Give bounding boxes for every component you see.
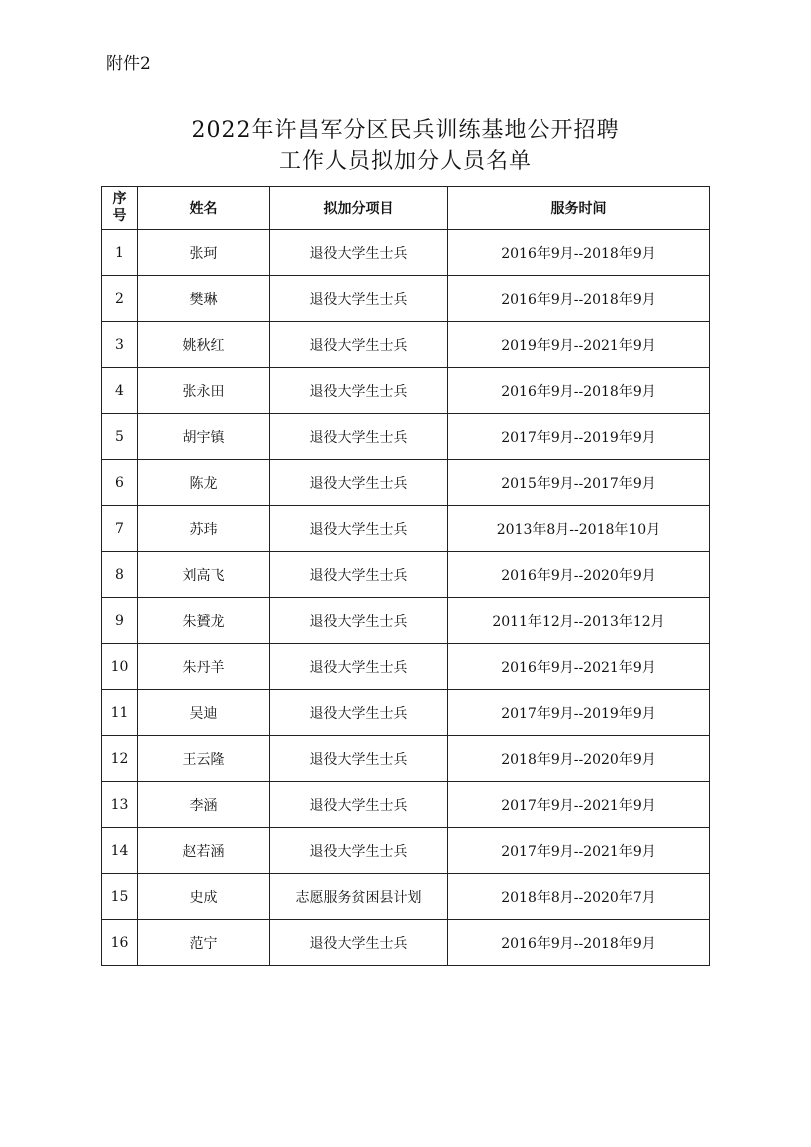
header-name: 姓名 <box>138 187 270 230</box>
table-row <box>102 414 710 460</box>
cell-service-time: 2016年9月--2018年9月 <box>448 368 710 414</box>
cell-seq: 6 <box>102 460 138 506</box>
table-row <box>102 506 710 552</box>
table-row <box>102 276 710 322</box>
cell-project: 退役大学生士兵 <box>270 644 448 690</box>
cell-project: 退役大学生士兵 <box>270 690 448 736</box>
table-row <box>102 874 710 920</box>
cell-project: 退役大学生士兵 <box>270 506 448 552</box>
cell-service-time: 2017年9月--2021年9月 <box>448 782 710 828</box>
cell-seq: 8 <box>102 552 138 598</box>
cell-seq: 5 <box>102 414 138 460</box>
cell-service-time: 2019年9月--2021年9月 <box>448 322 710 368</box>
cell-name: 史成 <box>138 874 270 920</box>
cell-project: 志愿服务贫困县计划 <box>270 874 448 920</box>
cell-project: 退役大学生士兵 <box>270 828 448 874</box>
candidate-table <box>101 186 710 966</box>
cell-name: 朱贇龙 <box>138 598 270 644</box>
header-service-time: 服务时间 <box>448 187 710 230</box>
cell-project: 退役大学生士兵 <box>270 460 448 506</box>
cell-service-time: 2016年9月--2021年9月 <box>448 644 710 690</box>
cell-name: 刘高飞 <box>138 552 270 598</box>
header-seq-line2: 号 <box>112 208 127 224</box>
cell-name: 陈龙 <box>138 460 270 506</box>
cell-project: 退役大学生士兵 <box>270 736 448 782</box>
cell-project: 退役大学生士兵 <box>270 276 448 322</box>
cell-name: 苏玮 <box>138 506 270 552</box>
cell-name: 王云隆 <box>138 736 270 782</box>
table-row <box>102 828 710 874</box>
cell-name: 李涵 <box>138 782 270 828</box>
cell-service-time: 2018年8月--2020年7月 <box>448 874 710 920</box>
cell-service-time: 2018年9月--2020年9月 <box>448 736 710 782</box>
table-row <box>102 230 710 276</box>
cell-name: 姚秋红 <box>138 322 270 368</box>
cell-project: 退役大学生士兵 <box>270 552 448 598</box>
cell-seq: 1 <box>102 230 138 276</box>
cell-project: 退役大学生士兵 <box>270 920 448 966</box>
cell-service-time: 2011年12月--2013年12月 <box>448 598 710 644</box>
page-title-line1: 2022年许昌军分区民兵训练基地公开招聘 <box>191 118 620 143</box>
table-row <box>102 920 710 966</box>
cell-service-time: 2016年9月--2020年9月 <box>448 552 710 598</box>
cell-service-time: 2013年8月--2018年10月 <box>448 506 710 552</box>
cell-seq: 7 <box>102 506 138 552</box>
table-row <box>102 368 710 414</box>
cell-seq: 11 <box>102 690 138 736</box>
cell-seq: 2 <box>102 276 138 322</box>
cell-project: 退役大学生士兵 <box>270 414 448 460</box>
cell-service-time: 2016年9月--2018年9月 <box>448 920 710 966</box>
cell-seq: 16 <box>102 920 138 966</box>
cell-project: 退役大学生士兵 <box>270 230 448 276</box>
table-row <box>102 460 710 506</box>
cell-project: 退役大学生士兵 <box>270 598 448 644</box>
cell-seq: 15 <box>102 874 138 920</box>
header-project: 拟加分项目 <box>270 187 448 230</box>
attachment-label: 附件2 <box>106 54 151 74</box>
cell-name: 张珂 <box>138 230 270 276</box>
cell-name: 范宁 <box>138 920 270 966</box>
cell-project: 退役大学生士兵 <box>270 782 448 828</box>
table-row <box>102 322 710 368</box>
table-row <box>102 552 710 598</box>
cell-seq: 10 <box>102 644 138 690</box>
cell-service-time: 2015年9月--2017年9月 <box>448 460 710 506</box>
page-title-line2: 工作人员拟加分人员名单 <box>278 149 532 174</box>
table-row <box>102 644 710 690</box>
cell-seq: 13 <box>102 782 138 828</box>
cell-service-time: 2016年9月--2018年9月 <box>448 276 710 322</box>
table-row <box>102 782 710 828</box>
cell-name: 吴迪 <box>138 690 270 736</box>
table-row <box>102 736 710 782</box>
cell-name: 朱丹羊 <box>138 644 270 690</box>
cell-service-time: 2017年9月--2019年9月 <box>448 414 710 460</box>
cell-name: 张永田 <box>138 368 270 414</box>
cell-service-time: 2017年9月--2019年9月 <box>448 690 710 736</box>
cell-service-time: 2016年9月--2018年9月 <box>448 230 710 276</box>
cell-project: 退役大学生士兵 <box>270 322 448 368</box>
cell-seq: 4 <box>102 368 138 414</box>
cell-name: 赵若涵 <box>138 828 270 874</box>
table-row <box>102 598 710 644</box>
cell-project: 退役大学生士兵 <box>270 368 448 414</box>
cell-seq: 12 <box>102 736 138 782</box>
cell-seq: 14 <box>102 828 138 874</box>
table-row <box>102 690 710 736</box>
cell-name: 樊琳 <box>138 276 270 322</box>
cell-name: 胡宇镇 <box>138 414 270 460</box>
cell-seq: 3 <box>102 322 138 368</box>
table-header-row <box>102 187 710 230</box>
header-seq <box>102 187 138 230</box>
cell-service-time: 2017年9月--2021年9月 <box>448 828 710 874</box>
header-seq-line1: 序 <box>112 191 127 207</box>
cell-seq: 9 <box>102 598 138 644</box>
